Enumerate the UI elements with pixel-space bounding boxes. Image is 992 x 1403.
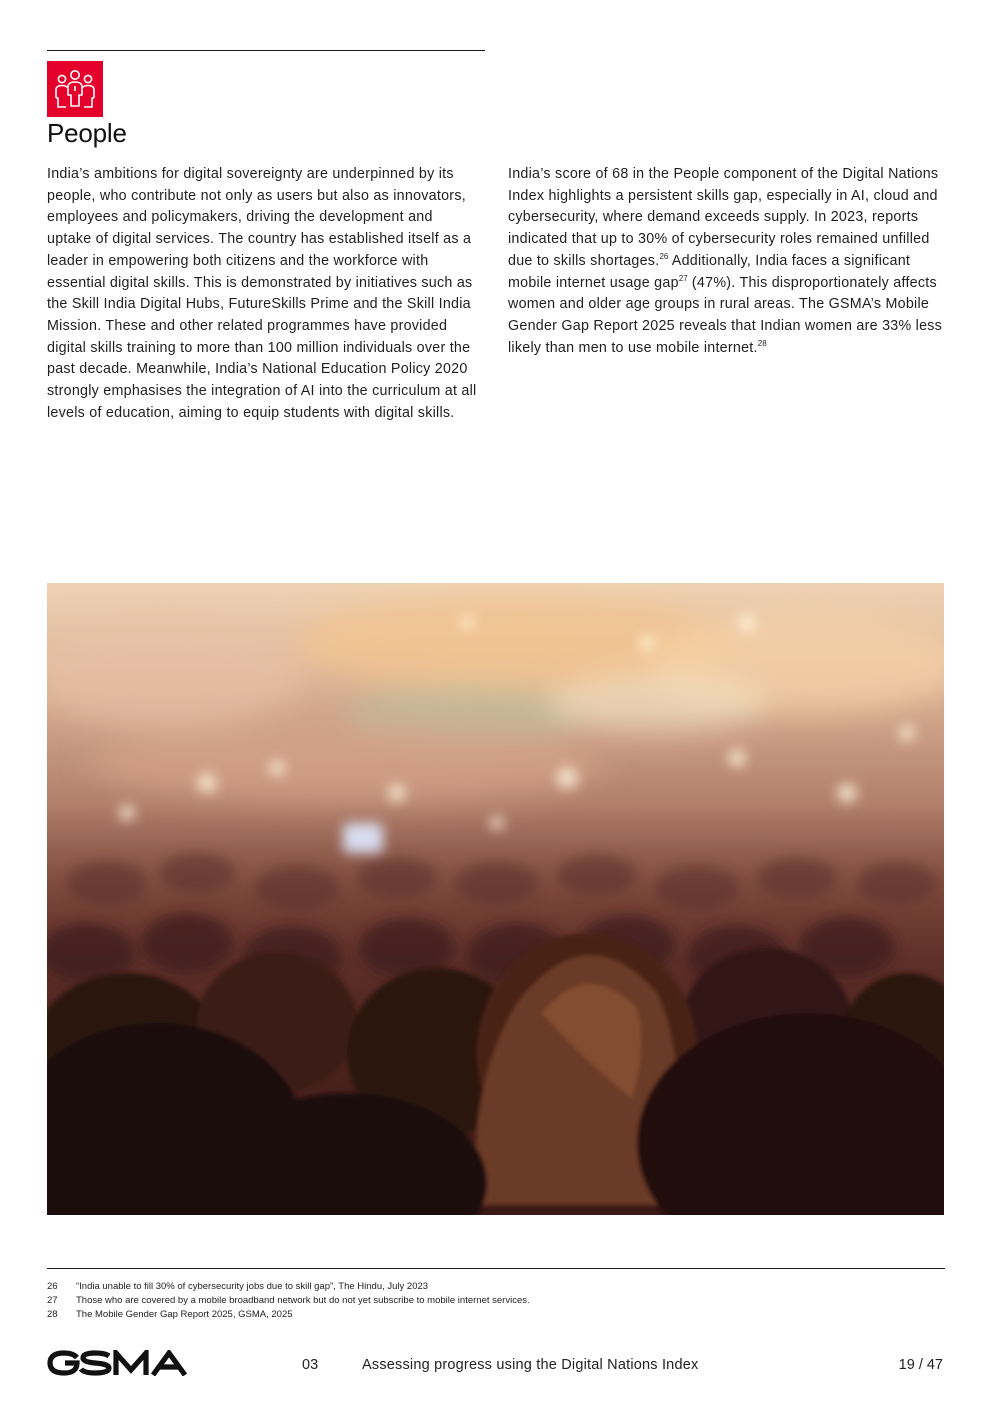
footnote-26 <box>47 1280 530 1294</box>
footnote-text: The Mobile Gender Gap Report 2025, GSMA, 2025 <box>76 1309 293 1320</box>
body-right-text-3: (47%). This disproportionately affects women and older age groups in rural areas. The GSMA’s Mobile Gender Gap Report 2025 reveals that Indian women are 33% less likely than men to use mobile internet. <box>508 274 943 356</box>
footnote-ref-28[interactable]: 28 <box>757 338 767 348</box>
people-group-icon <box>47 61 103 117</box>
top-divider <box>47 50 485 51</box>
footnote-number: 26 <box>47 1281 58 1292</box>
gsma-logo[interactable] <box>47 1350 199 1381</box>
footnote-text: “India unable to fill 30% of cybersecurity jobs due to skill gap”, The Hindu, July 2023 <box>76 1281 429 1292</box>
footnote-28 <box>47 1308 530 1322</box>
footnote-number: 27 <box>47 1295 58 1306</box>
body-right-text-2: Additionally, India faces a significant mobile internet usage gap <box>508 252 911 291</box>
body-right-paragraph <box>508 164 948 359</box>
footnote-text: Those who are covered by a mobile broadband network but do not yet subscribe to mobile internet services. <box>76 1295 530 1306</box>
footnote-number: 28 <box>47 1309 58 1320</box>
section-title: People <box>47 118 127 148</box>
footnote-ref-27[interactable]: 27 <box>678 273 688 283</box>
crowd-photo <box>47 583 944 1215</box>
chapter-number: 03 <box>302 1357 319 1373</box>
body-right-text-1: India’s score of 68 in the People component of the Digital Nations Index highlights a persistent skills gap, especially in AI, cloud and cybersecurity, where demand exceeds supply. In 2023, reports indicated that up to 30% of cybersecurity roles remained unfilled due to skills shortages. <box>508 166 939 269</box>
body-left-paragraph: India’s ambitions for digital sovereignty are underpinned by its people, who contribute not only as users but also as innovators, employees and policymakers, driving the development and uptake of digital services. The country has established itself as a leader in empowering both citizens and the workforce with essential digital skills. This is demonstrated by initiatives such as the Skill India Digital Hubs, FutureSkills Prime and the Skill India Mission. These and other related programmes have provided digital skills training to more than 100 million individuals over the past decade. Meanwhile, India’s National Education Policy 2020 strongly emphasises the integration of AI into the curriculum at all levels of education, aiming to equip students with digital skills. <box>47 166 477 421</box>
page-footer <box>0 1345 992 1385</box>
footnotes <box>47 1280 530 1322</box>
footnote-divider <box>47 1268 945 1269</box>
chapter-title: Assessing progress using the Digital Nations Index <box>362 1357 699 1373</box>
page-number: 19 / 47 <box>898 1357 943 1373</box>
footnote-ref-26[interactable]: 26 <box>659 251 669 261</box>
footnote-27 <box>47 1294 530 1308</box>
